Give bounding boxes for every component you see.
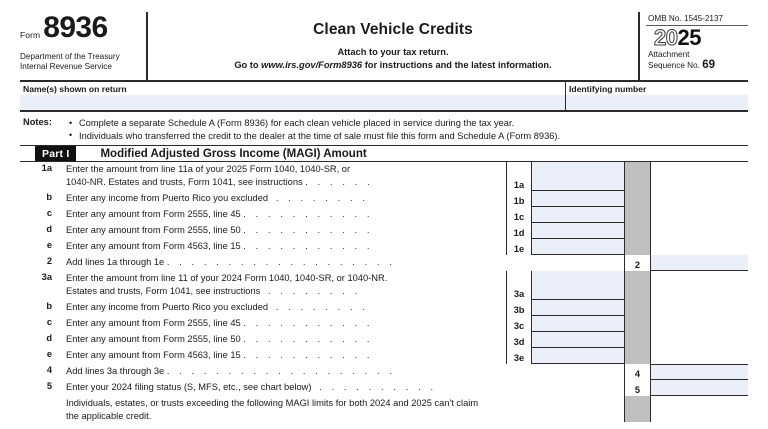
line-box-label: 3c xyxy=(506,316,532,332)
column-spacer xyxy=(624,207,651,223)
line-row-1e xyxy=(20,239,748,255)
total-amount-input[interactable] xyxy=(651,364,748,380)
column-spacer xyxy=(624,316,651,332)
dot-leader: . . . . . . . . . . . xyxy=(243,225,374,235)
line-text xyxy=(56,332,506,348)
line-box-spacer-fill xyxy=(532,396,624,422)
dot-leader: . . . . . . . . . . . xyxy=(243,318,374,328)
page-title: Clean Vehicle Credits xyxy=(313,21,473,38)
total-column-cell xyxy=(651,348,748,364)
form-identity-block xyxy=(20,12,148,80)
form-8936-page xyxy=(20,12,748,422)
line-text-part: Add lines 1a through 1e xyxy=(66,257,165,267)
line-text-part: Enter the amount from line 11a of your 2025 Form 1040, 1040-SR, or xyxy=(66,164,351,174)
line-text-part: Enter any amount from Form 2555, line 50 xyxy=(66,334,241,344)
dot-leader: . . . . . . . . . . . . . . . . . . . xyxy=(166,366,396,376)
taxpayer-info-row xyxy=(20,82,748,112)
line-box-spacer-fill xyxy=(532,255,624,271)
line-box-label: 1c xyxy=(506,207,532,223)
note-item: • Complete a separate Schedule A (Form 8936) for each clean vehicle placed in service during the tax year. xyxy=(69,117,748,130)
total-column-cell xyxy=(651,316,748,332)
line-text-part: Enter any amount from Form 2555, line 50 xyxy=(66,225,241,235)
line-number: e xyxy=(46,240,52,250)
line-number: 2 xyxy=(46,256,52,266)
line-number: d xyxy=(46,333,52,343)
line-text xyxy=(56,380,506,396)
line-box-label: 3a xyxy=(506,271,532,300)
part-1-tag: Part I xyxy=(35,146,76,161)
line-box-label: 3d xyxy=(506,332,532,348)
line-amount-input[interactable] xyxy=(532,223,624,239)
line-box-spacer xyxy=(506,364,532,380)
line-amount-input[interactable] xyxy=(532,348,624,364)
line-number: b xyxy=(46,192,52,202)
line-row-1d xyxy=(20,223,748,239)
line-row-5 xyxy=(20,380,748,396)
part-1-title: Modified Adjusted Gross Income (MAGI) Amount xyxy=(100,147,367,160)
total-column-cell xyxy=(651,239,748,255)
line-amount-input[interactable] xyxy=(532,271,624,300)
dot-leader: . . . . . . . . . . . xyxy=(243,209,374,219)
line-row-5-continuation xyxy=(20,396,748,422)
dot-leader: . . . . . . . . xyxy=(275,302,369,312)
total-column-cell xyxy=(651,332,748,348)
total-column-cell xyxy=(651,207,748,223)
line-text xyxy=(56,364,506,380)
name-label: Name(s) shown on return xyxy=(23,84,127,94)
department-line-1: Department of the Treasury xyxy=(20,51,120,61)
line-amount-input[interactable] xyxy=(532,239,624,255)
line-amount-input[interactable] xyxy=(532,316,624,332)
line-row-1b xyxy=(20,191,748,207)
part-1-header xyxy=(20,145,748,162)
line-box-label: 3b xyxy=(506,300,532,316)
line-text-part: Estates and trusts, Form 1041, see instructions xyxy=(66,285,261,296)
line-amount-input[interactable] xyxy=(532,332,624,348)
form-word-label: Form xyxy=(20,30,41,40)
total-line-label: 2 xyxy=(624,255,651,271)
identifying-number-input[interactable] xyxy=(566,95,748,110)
attachment-label: Attachment xyxy=(648,50,690,59)
total-column-cell xyxy=(651,396,748,422)
identifying-number-label: Identifying number xyxy=(569,84,647,94)
line-text xyxy=(56,300,506,316)
line-box-label: 1a xyxy=(506,162,532,191)
line-box-label: 1b xyxy=(506,191,532,207)
line-row-3b xyxy=(20,300,748,316)
line-amount-input[interactable] xyxy=(532,191,624,207)
line-box-label: 1e xyxy=(506,239,532,255)
line-number: 5 xyxy=(46,381,52,391)
line-number-spacer xyxy=(20,396,56,422)
goto-instruction xyxy=(154,60,632,70)
column-spacer xyxy=(624,191,651,207)
total-column-cell xyxy=(651,300,748,316)
line-number: 4 xyxy=(46,365,52,375)
dot-leader: . . . . . . . . . . . . . . . . . . . xyxy=(166,257,396,267)
line-row-3e xyxy=(20,348,748,364)
column-spacer xyxy=(624,223,651,239)
dot-leader: . . . . . . xyxy=(305,176,374,187)
line-text-part: Enter any income from Puerto Rico you excluded xyxy=(66,302,269,312)
sequence-row xyxy=(648,60,748,71)
line-text-part: Enter your 2024 filing status (S, MFS, etc., see chart below) xyxy=(66,382,312,392)
line-amount-input[interactable] xyxy=(532,162,624,191)
irs-form-url[interactable]: www.irs.gov/Form8936 xyxy=(261,60,363,70)
notes-list xyxy=(61,117,748,142)
goto-prefix: Go to xyxy=(234,60,262,70)
dot-leader: . . . . . . . . . . . xyxy=(243,350,374,360)
total-column-cell xyxy=(651,223,748,239)
line-number: b xyxy=(46,301,52,311)
notes-label: Notes: xyxy=(23,117,52,127)
tax-year-century: 20 xyxy=(654,25,678,50)
line-text-part: Enter any amount from Form 4563, line 15 xyxy=(66,350,241,360)
line-text-part: Enter any amount from Form 2555, line 45 xyxy=(66,318,241,328)
line-text-part: the applicable credit. xyxy=(66,410,152,421)
line-box-spacer xyxy=(506,380,532,396)
total-line-label: 4 xyxy=(624,364,651,380)
line-number: e xyxy=(46,349,52,359)
dot-leader: . . . . . . . . . . xyxy=(319,382,437,392)
line-5-note xyxy=(56,396,506,422)
note-item: • Individuals who transferred the credit to the dealer at the time of sale must file this form and Schedule A (Form 8936). xyxy=(69,130,748,143)
line-text xyxy=(56,255,506,271)
line-box-spacer-fill xyxy=(532,364,624,380)
line-box-spacer xyxy=(506,396,532,422)
line-text-part: Enter any amount from Form 2555, line 45 xyxy=(66,209,241,219)
total-column-cell xyxy=(651,191,748,207)
line-text xyxy=(56,271,506,300)
column-spacer xyxy=(624,396,651,422)
line-row-4 xyxy=(20,364,748,380)
line-box-spacer-fill xyxy=(532,380,624,396)
form-title-block xyxy=(148,12,638,80)
part-1-lines xyxy=(20,162,748,422)
tax-year-digits: 25 xyxy=(677,25,701,50)
line-row-3d xyxy=(20,332,748,348)
line-number: c xyxy=(46,317,52,327)
form-number-row xyxy=(20,12,140,43)
column-spacer xyxy=(624,239,651,255)
form-number: 8936 xyxy=(43,11,108,44)
goto-suffix: for instructions and the latest information. xyxy=(362,60,552,70)
dot-leader: . . . . . . . . . . . xyxy=(243,241,374,251)
line-text xyxy=(56,239,506,255)
line-row-3c xyxy=(20,316,748,332)
line-text-part: Enter any income from Puerto Rico you excluded xyxy=(66,193,269,203)
column-spacer xyxy=(624,348,651,364)
line-row-3a xyxy=(20,271,748,300)
attachment-sequence xyxy=(646,50,748,71)
line-number: d xyxy=(46,224,52,234)
column-spacer xyxy=(624,332,651,348)
line-text xyxy=(56,316,506,332)
department-block xyxy=(20,52,140,73)
line-box-label: 3e xyxy=(506,348,532,364)
line-text-part: Enter the amount from line 11 of your 2024 Form 1040, 1040-SR, or 1040-NR. xyxy=(66,273,388,283)
line-box-spacer xyxy=(506,255,532,271)
notes-section xyxy=(20,112,748,145)
line-text xyxy=(56,207,506,223)
line-amount-input[interactable] xyxy=(532,300,624,316)
line-row-1a xyxy=(20,162,748,191)
line-box-label: 1d xyxy=(506,223,532,239)
department-line-2: Internal Revenue Service xyxy=(20,62,112,71)
sequence-number: 69 xyxy=(702,59,715,71)
line-number: 1a xyxy=(41,163,52,173)
attach-instruction: Attach to your tax return. xyxy=(337,47,449,57)
dot-leader: . . . . . . . . xyxy=(275,193,369,203)
sequence-label: Sequence No. xyxy=(648,61,700,70)
line-text-part: Individuals, estates, or trusts exceeding the following MAGI limits for both 2024 and 2025 can't claim xyxy=(66,398,479,408)
total-amount-input[interactable] xyxy=(651,255,748,271)
column-spacer xyxy=(624,271,651,300)
form-header xyxy=(20,12,748,82)
line-text-part: 1040-NR. Estates and trusts, Form 1041, see instructions xyxy=(66,176,303,187)
line-text xyxy=(56,348,506,364)
name-field-group xyxy=(20,82,566,110)
line-text-part: Enter any amount from Form 4563, line 15 xyxy=(66,241,241,251)
line-text-part: Add lines 3a through 3e xyxy=(66,366,165,376)
line-number: 3a xyxy=(41,272,52,282)
line-number: c xyxy=(46,208,52,218)
total-column-cell xyxy=(651,162,748,191)
line-text xyxy=(56,191,506,207)
filing-status-input[interactable] xyxy=(651,380,748,396)
name-input[interactable] xyxy=(20,95,565,110)
tax-year xyxy=(646,26,748,49)
total-line-label: 5 xyxy=(624,380,651,396)
line-text xyxy=(56,162,506,191)
line-text xyxy=(56,223,506,239)
line-amount-input[interactable] xyxy=(532,207,624,223)
identifying-number-group xyxy=(566,82,748,110)
line-row-1c xyxy=(20,207,748,223)
column-spacer xyxy=(624,162,651,191)
total-column-cell xyxy=(651,271,748,300)
omb-number: OMB No. 1545-2137 xyxy=(646,12,748,26)
omb-block xyxy=(638,12,748,80)
dot-leader: . . . . . . . . xyxy=(268,285,361,296)
line-row-2 xyxy=(20,255,748,271)
dot-leader: . . . . . . . . . . . xyxy=(243,334,374,344)
column-spacer xyxy=(624,300,651,316)
